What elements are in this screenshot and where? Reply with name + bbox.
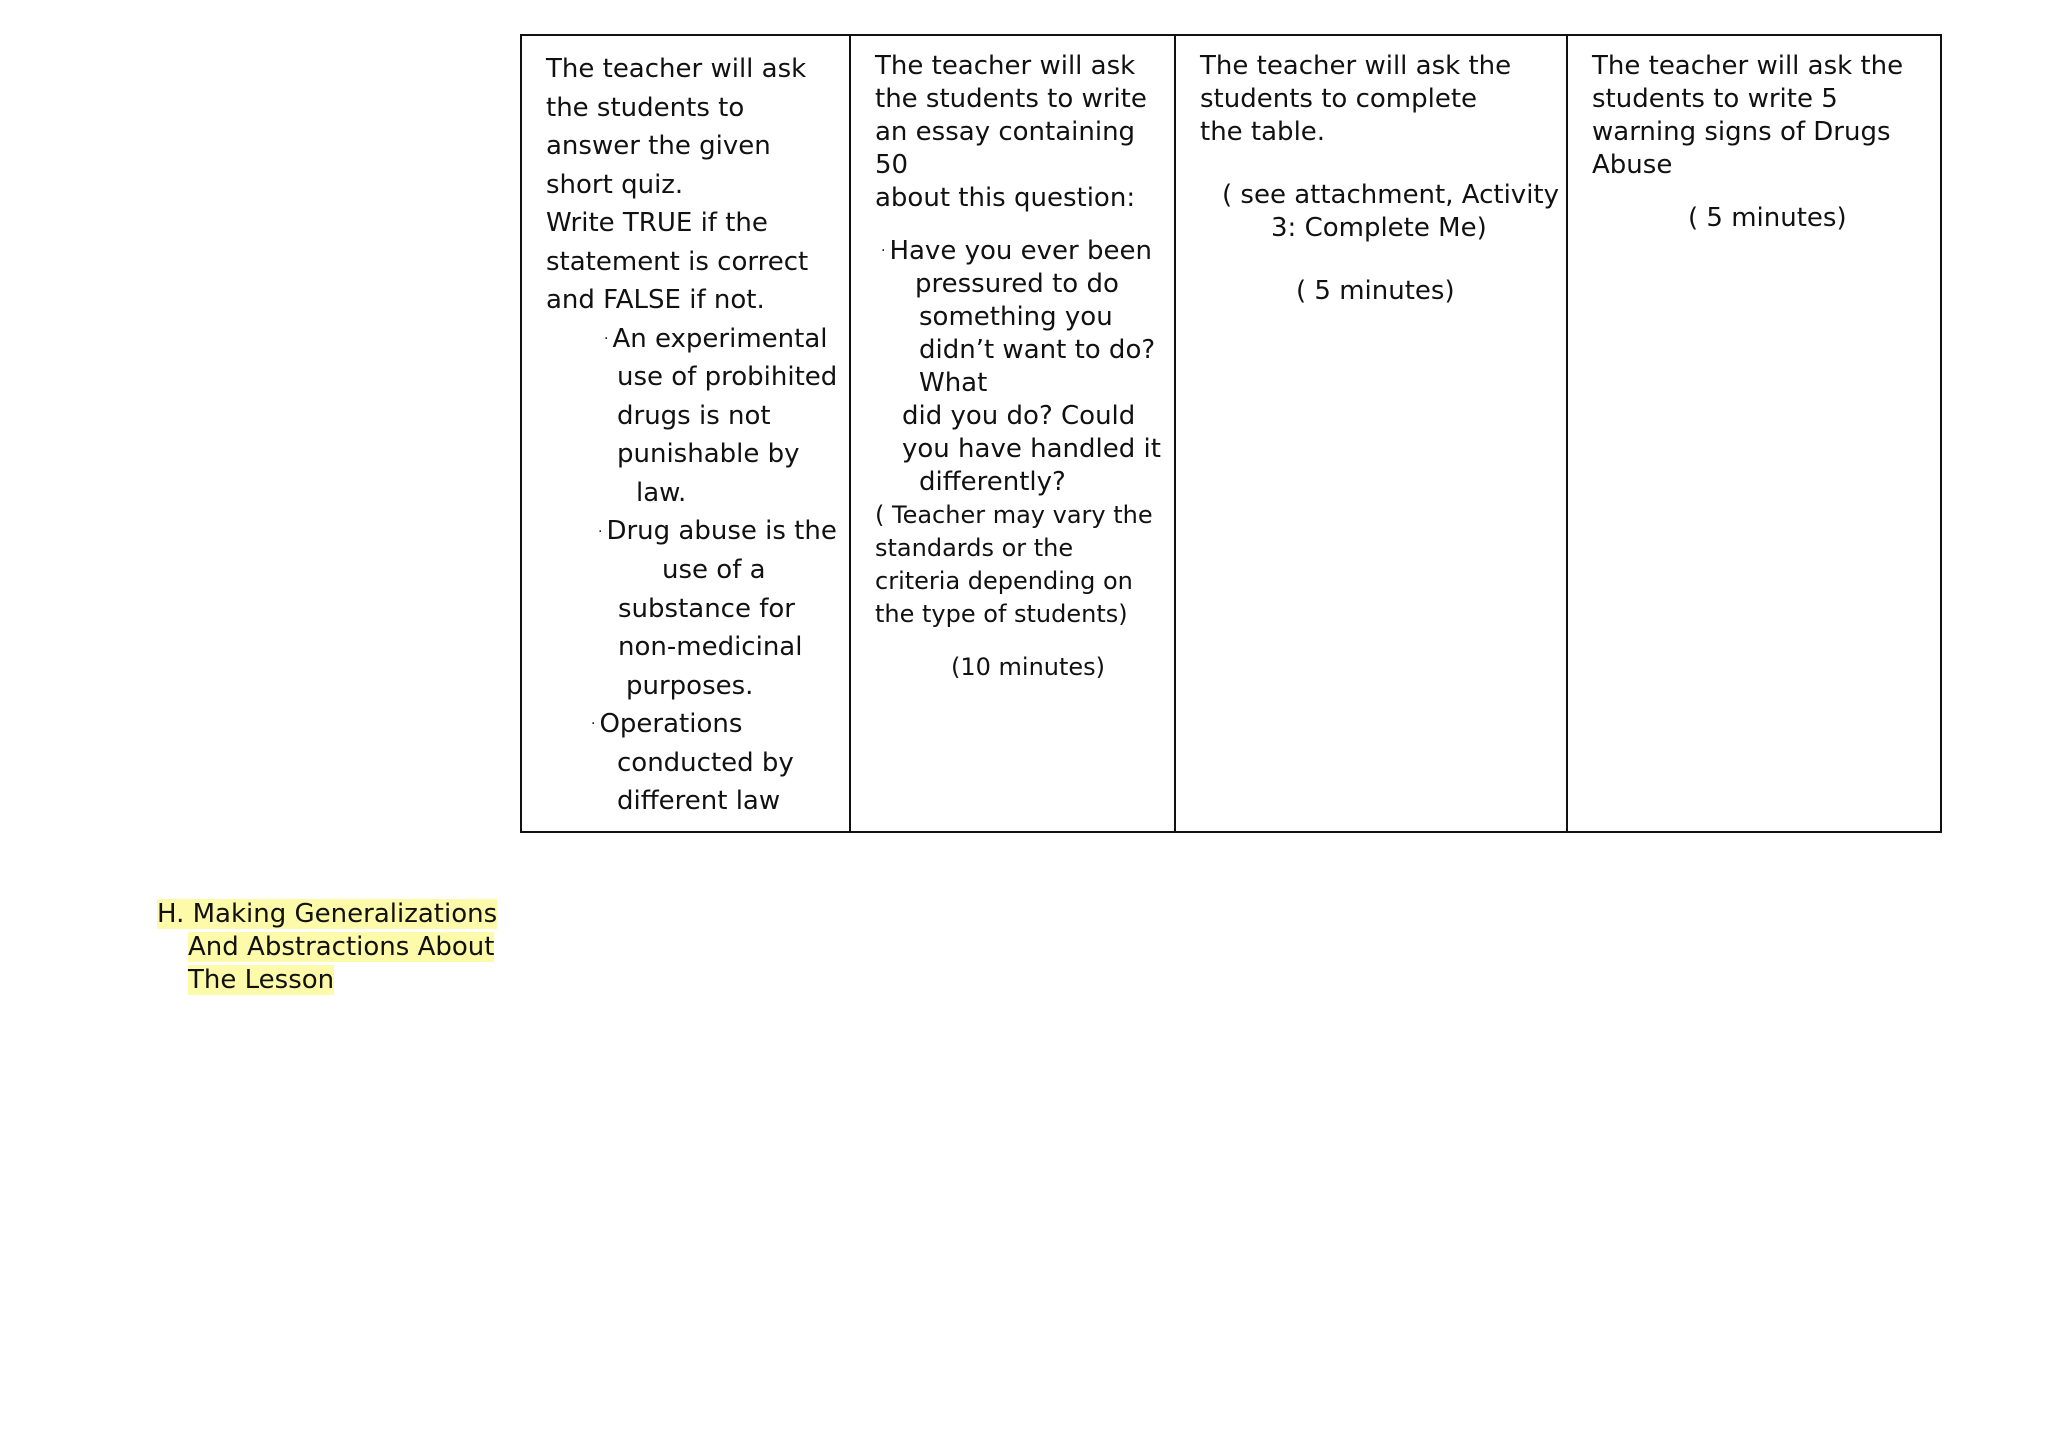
text-line: an essay containing	[875, 117, 1136, 147]
text-line: students to write 5	[1592, 84, 1838, 114]
text-line: different law	[617, 786, 781, 817]
table-row	[521, 35, 1941, 832]
text-line: use of a	[662, 555, 766, 585]
teacher-note: the type of students)	[875, 600, 1128, 628]
bullet-icon: ·	[881, 243, 886, 259]
text-line: The teacher will ask the	[1200, 51, 1512, 81]
text-line: substance for	[618, 593, 795, 624]
text-line: non-medicinal	[618, 632, 803, 662]
text-line: Write TRUE if the	[546, 208, 768, 238]
text-line: the students to	[546, 92, 745, 123]
text-line: about this question:	[875, 183, 1136, 213]
text-line: short quiz.	[546, 169, 684, 200]
text-line: did you do? Could	[902, 401, 1136, 431]
quiz-item: · An experimental	[604, 323, 828, 354]
quiz-item: · Drug abuse is the	[598, 516, 837, 547]
highlighted-text: And Abstractions About	[188, 932, 495, 962]
text-line: Abuse	[1592, 150, 1673, 180]
text-line: punishable by	[617, 439, 800, 470]
text-line: statement is correct	[546, 246, 809, 277]
highlighted-text: H. Making Generalizations	[157, 899, 498, 929]
time-allotment: (10 minutes)	[951, 653, 1106, 681]
text-line: students to complete	[1200, 84, 1478, 114]
text-line: you have handled it	[902, 434, 1161, 464]
table-activity-cell	[1175, 35, 1567, 832]
bullet-icon: ·	[598, 523, 603, 540]
bullet-icon: ·	[591, 716, 596, 733]
text-line: use of probihited	[617, 362, 838, 393]
text-line: the table.	[1200, 117, 1326, 147]
attachment-reference: ( see attachment, Activity	[1222, 180, 1559, 210]
text-line: didn’t want to do?	[919, 335, 1156, 365]
section-h-heading	[157, 898, 497, 997]
text-line: warning signs of Drugs	[1592, 117, 1891, 147]
time-allotment: ( 5 minutes)	[1688, 203, 1847, 233]
text-line: law.	[636, 477, 687, 508]
time-allotment: ( 5 minutes)	[1296, 276, 1455, 306]
quiz-item: · Operations	[591, 709, 743, 739]
text-line: The teacher will ask	[546, 54, 807, 84]
essay-question: · Have you ever been	[881, 236, 1152, 266]
text-line: drugs is not	[617, 400, 771, 431]
text-line: something you	[919, 302, 1113, 332]
text-line: conducted by	[617, 747, 794, 778]
essay-cell	[850, 35, 1175, 832]
text-line: purposes.	[626, 670, 754, 701]
warning-signs-cell	[1567, 35, 1941, 832]
teacher-note: criteria depending on	[875, 567, 1133, 595]
text-line: answer the given	[546, 131, 771, 161]
highlighted-text: The Lesson	[188, 965, 335, 995]
teacher-note: standards or the	[875, 534, 1074, 562]
bullet-icon: ·	[604, 330, 609, 347]
activities-table	[520, 34, 1942, 833]
text-line: differently?	[919, 467, 1066, 497]
text-line: The teacher will ask	[875, 51, 1136, 81]
text-line: What	[919, 368, 988, 398]
attachment-reference: 3: Complete Me)	[1271, 213, 1487, 243]
teacher-note: ( Teacher may vary the	[875, 501, 1153, 529]
quiz-cell	[521, 35, 850, 832]
text-line: The teacher will ask the	[1592, 51, 1904, 81]
text-line: pressured to do	[915, 269, 1119, 299]
text-line: and FALSE if not.	[546, 285, 765, 315]
text-line: the students to write	[875, 84, 1147, 114]
text-line: 50	[875, 150, 909, 180]
